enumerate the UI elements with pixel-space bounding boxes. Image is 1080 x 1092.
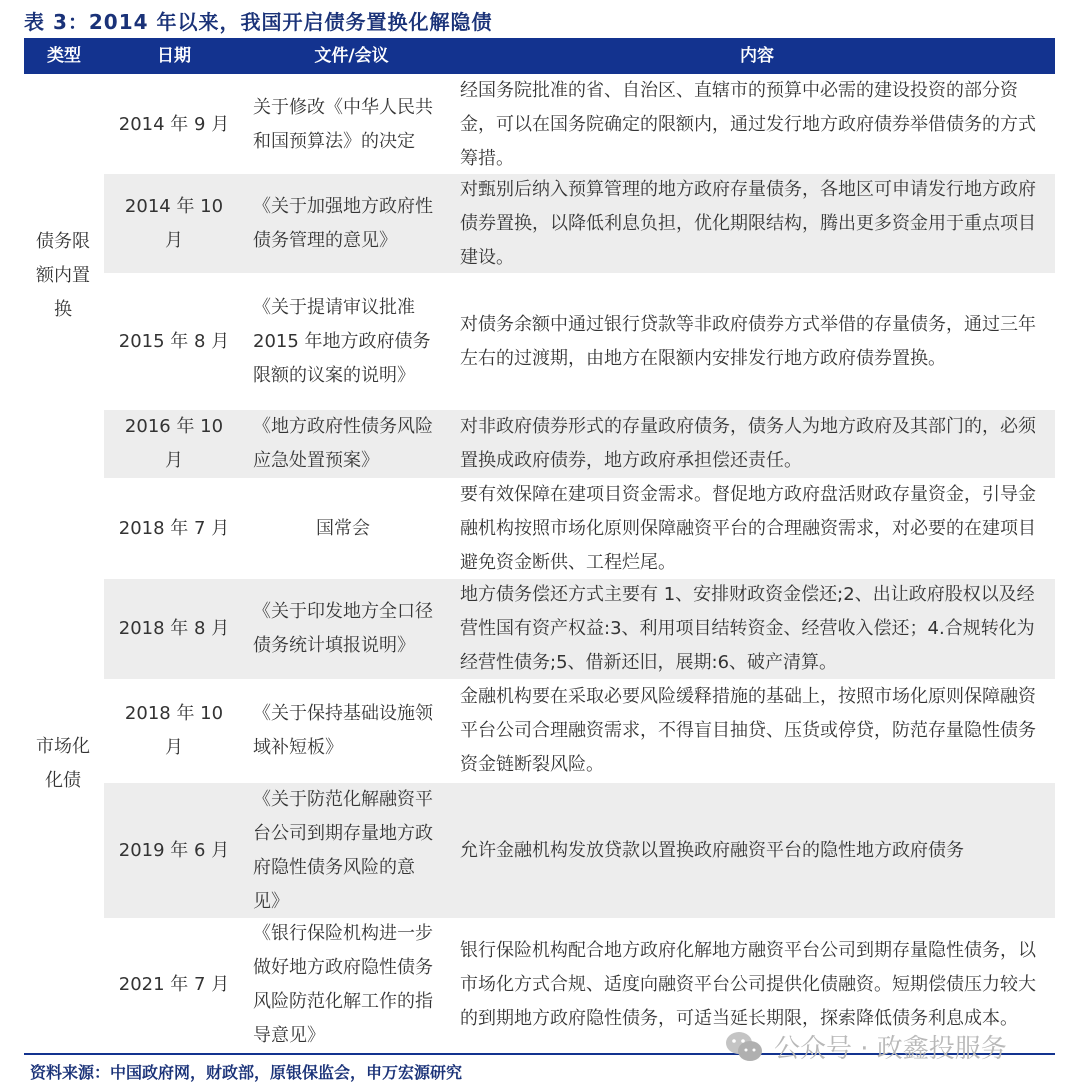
header-content: 内容 bbox=[740, 46, 774, 66]
watermark bbox=[724, 1028, 1007, 1065]
wechat-icon bbox=[724, 1030, 764, 1064]
table-cell-date: 2014 年 9 月 bbox=[118, 114, 230, 135]
type-label: 市场化化债 bbox=[36, 736, 90, 791]
table-cell-content: 经国务院批准的省、自治区、直辖市的预算中必需的建设投资的部分资金，可以在国务院确定的限额内，通过发行地方政府债券举借债务的方式筹措。 bbox=[460, 80, 1036, 169]
table-cell-date: 2015 年 8 月 bbox=[118, 330, 230, 352]
type-cell bbox=[24, 478, 102, 1050]
table-cell-date: 2016 年 10 月 bbox=[124, 416, 224, 471]
table-cell-doc: 《关于印发地方全口径债务统计填报说明》 bbox=[253, 601, 433, 656]
table-cell-doc: 《银行保险机构进一步做好地方政府隐性债务风险防范化解工作的指导意见》 bbox=[253, 923, 433, 1046]
table-cell-doc: 国常会 bbox=[316, 517, 370, 539]
table-header bbox=[24, 38, 1055, 74]
table-cell-content: 对非政府债券形式的存量政府债务，债务人为地方政府及其部门的，必须置换成政府债券，地方政府承担偿还责任。 bbox=[460, 416, 1036, 471]
table-cell-doc: 《关于加强地方政府性债务管理的意见》 bbox=[253, 195, 433, 251]
table-cell-doc: 《关于防范化解融资平台公司到期存量地方政府隐性债务风险的意见》 bbox=[253, 788, 433, 912]
table-cell-content: 对甄别后纳入预算管理的地方政府存量债务，各地区可申请发行地方政府债券置换，以降低利息负担，优化期限结构，腾出更多资金用于重点项目建设。 bbox=[460, 178, 1036, 268]
table-cell-date: 2014 年 10 月 bbox=[124, 195, 224, 251]
table-cell-date: 2018 年 10 月 bbox=[124, 703, 224, 758]
table-cell-date: 2018 年 7 月 bbox=[118, 517, 230, 539]
table-title: 表 3：2014 年以来，我国开启债务置换化解隐债 bbox=[24, 10, 493, 34]
source-note: 资料来源：中国政府网，财政部，原银保监会，申万宏源研究 bbox=[30, 1063, 463, 1082]
table-cell-date: 2018 年 8 月 bbox=[118, 618, 230, 639]
table-cell-content: 允许金融机构发放贷款以置换政府融资平台的隐性地方政府债务 bbox=[460, 839, 964, 861]
table-cell-content: 银行保险机构配合地方政府化解地方融资平台公司到期存量隐性债务，以市场化方式合规、适度向融资平台公司提供化债融资。短期偿债压力较大的到期地方政府隐性债务，可适当延长期限，探索降低债务利息成本。 bbox=[460, 940, 1036, 1029]
table-cell-doc: 《地方政府性债务风险应急处置预案》 bbox=[253, 416, 433, 471]
table-cell-content: 要有效保障在建项目资金需求。督促地方政府盘活财政存量资金，引导金融机构按照市场化原则保障融资平台的合理融资需求，对必要的在建项目避免资金断供、工程烂尾。 bbox=[460, 483, 1036, 573]
type-label: 债务限额内置换 bbox=[36, 231, 90, 320]
header-date: 日期 bbox=[157, 46, 191, 66]
header-doc: 文件/会议 bbox=[314, 46, 389, 66]
type-cell bbox=[24, 76, 102, 476]
table-cell-date: 2019 年 6 月 bbox=[118, 839, 230, 861]
header-type: 类型 bbox=[47, 46, 81, 66]
table-cell-content: 地方债务偿还方式主要有 1、安排财政资金偿还;2、出让政府股权以及经营性国有资产权益:3、利用项目结转资金、经营收入偿还；4.合规转化为经营性债务;5、借新还旧，展期:6、破产清算。 bbox=[460, 584, 1035, 673]
table-cell-doc: 关于修改《中华人民共和国预算法》的决定 bbox=[253, 97, 433, 152]
table-cell-date: 2021 年 7 月 bbox=[118, 974, 230, 995]
table-cell-content: 对债务余额中通过银行贷款等非政府债券方式举借的存量债务，通过三年左右的过渡期，由地方在限额内安排发行地方政府债券置换。 bbox=[460, 313, 1036, 369]
table-cell-content: 金融机构要在采取必要风险缓释措施的基础上，按照市场化原则保障融资平台公司合理融资需求，不得盲目抽贷、压货或停贷，防范存量隐性债务资金链断裂风险。 bbox=[460, 686, 1036, 775]
table-cell-doc: 《关于保持基础设施领域补短板》 bbox=[253, 703, 433, 758]
table-cell-doc: 《关于提请审议批准 2015 年地方政府债务限额的议案的说明》 bbox=[253, 296, 431, 386]
watermark-text: 公众号 · 政鑫投服务 bbox=[774, 1034, 1007, 1064]
